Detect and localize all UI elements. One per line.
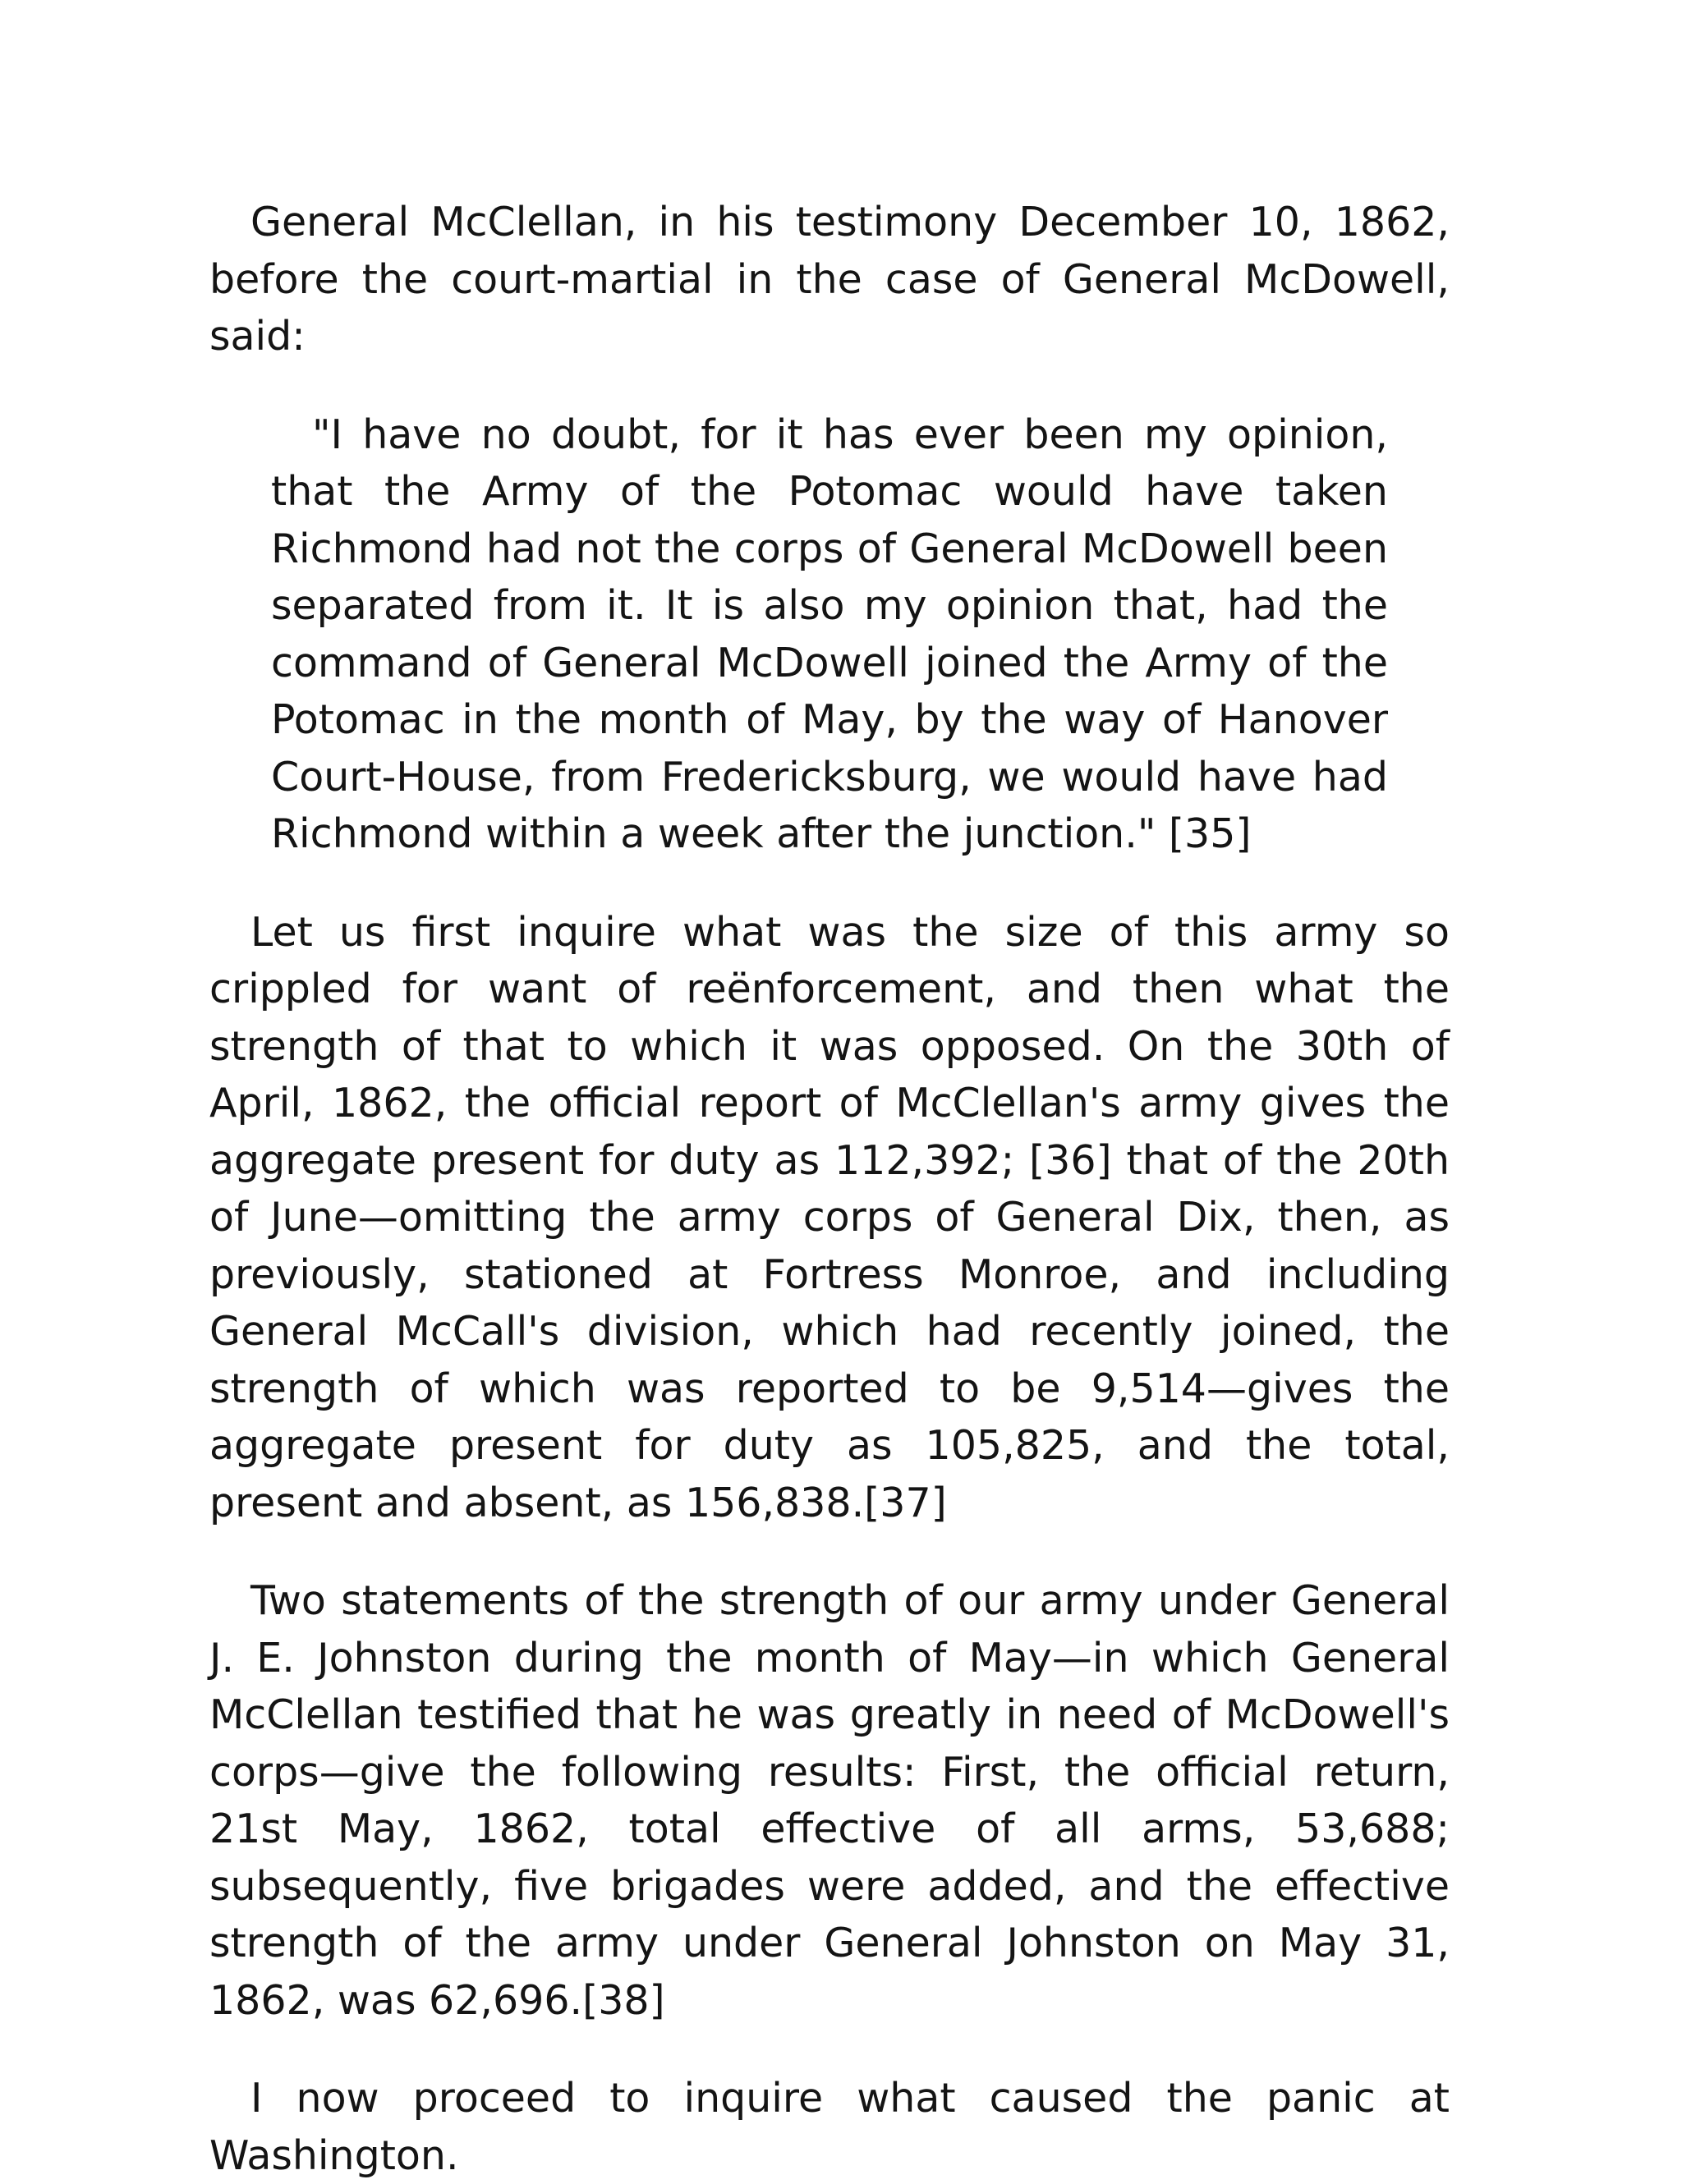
document-page xyxy=(209,194,1450,2184)
paragraph-johnston-strength: Two statements of the strength of our army under General J. E. Johnston during the month of May—in which General McClellan testified that he was greatly in need of McDowell's corps—give the following results: First, the official return, 21st May, 1862, total effective of all arms, 53,688; subsequently, five brigades were added, and the effective strength of the army under General Johnston on May 31, 1862, was 62,696.[38] xyxy=(209,1577,1450,2024)
block-quote-mcclellan-testimony: "I have no doubt, for it has ever been my opinion, that the Army of the Potomac would have taken Richmond had not the corps of General McDowell been separated from it. It is also my opinion that, had the command of General McDowell joined the Army of the Potomac in the month of May, by the way of Hanover Court-House, from Fredericksburg, we would have had Richmond within a week after the junction." [35] xyxy=(271,411,1388,857)
paragraph-mcclellan-testimony-intro: General McClellan, in his testimony December 10, 1862, before the court-martial in the case of General McDowell, said: xyxy=(209,199,1450,360)
paragraph-panic-at-washington: I now proceed to inquire what caused the panic at Washington. xyxy=(209,2075,1450,2179)
paragraph-army-size: Let us first inquire what was the size of this army so crippled for want of reënforcement, and then what the strength of that to which it was opposed. On the 30th of April, 1862, the official report of McClellan's army gives the aggregate present for duty as 112,392; [36] that of the 20th of June—omitting the army corps of General Dix, then, as previously, stationed at Fortress Monroe, and including General McCall's division, which had recently joined, the strength of which was reported to be 9,514—gives the aggregate present for duty as 105,825, and the total, present and absent, as 156,838.[37] xyxy=(209,908,1450,1526)
